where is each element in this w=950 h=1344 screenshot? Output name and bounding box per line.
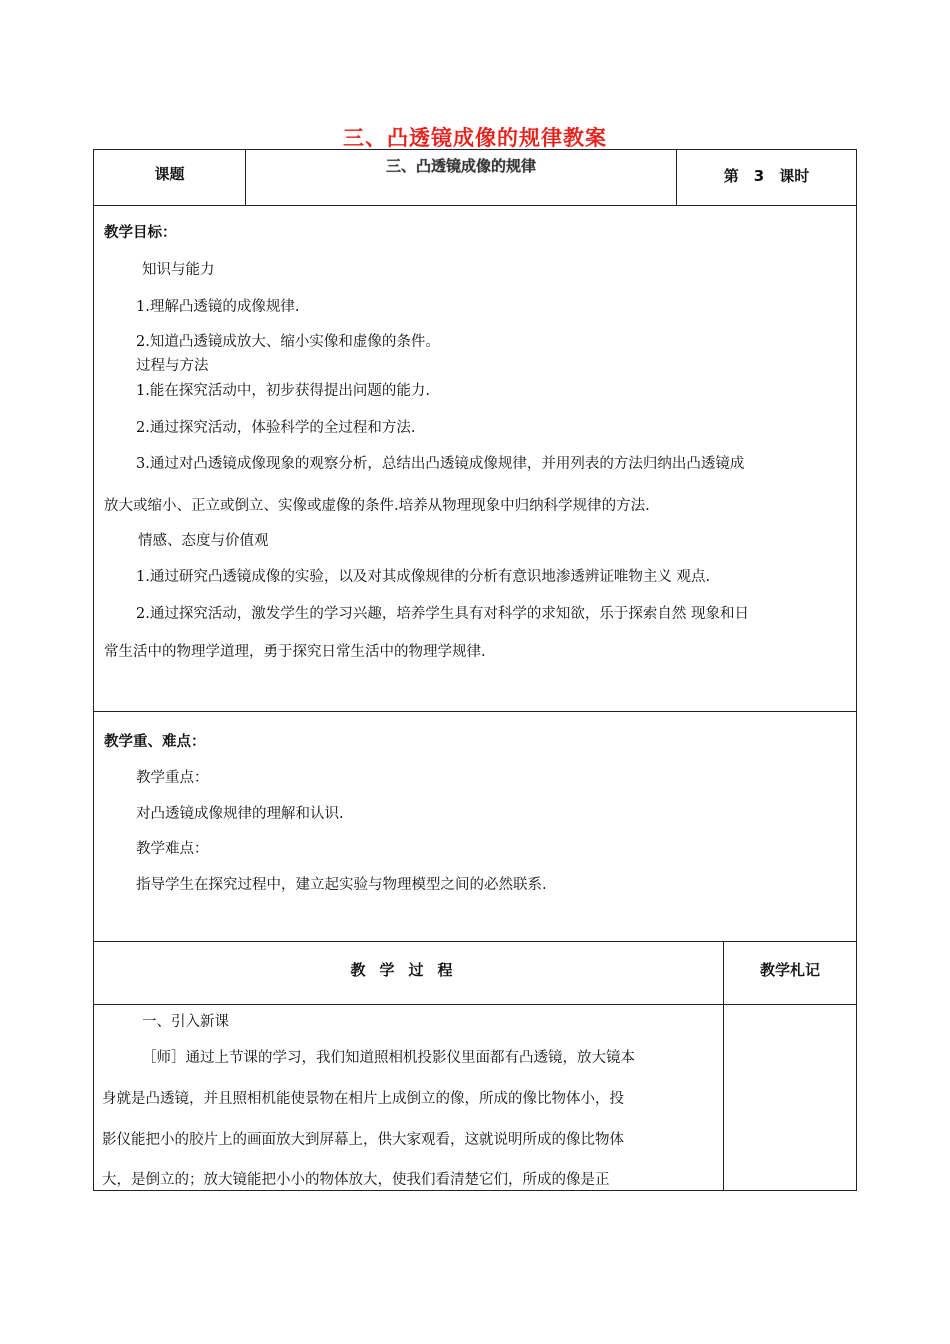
objective-line: 3.通过对凸透镜成像现象的观察分析，总结出凸透镜成像规律，并用列表的方法归纳出凸透镜成: [136, 456, 745, 472]
lesson-period: 第 3 课时: [723, 166, 810, 185]
notes-heading: 教学札记: [759, 960, 820, 979]
key-point-line: 教学重点：: [136, 770, 209, 786]
objective-line: 2.通过探究活动，激发学生的学习兴趣，培养学生具有对科学的求知欲，乐于探索自然 现象和日: [136, 606, 749, 622]
key-point-line: 指导学生在探究过程中，建立起实验与物理模型之间的必然联系.: [136, 877, 547, 893]
process-header-row: [93, 941, 857, 1005]
lesson-topic: 三、凸透镜成像的规律: [385, 156, 536, 175]
process-content: [93, 1004, 857, 1191]
subject-label: 课题: [154, 165, 185, 183]
process-heading: 教学过程: [350, 960, 467, 979]
header-row: [93, 149, 857, 206]
process-line: 身就是凸透镜，并且照相机能使景物在相片上成倒立的像，所成的像比物体小，投: [102, 1091, 624, 1107]
objectives-section: [93, 205, 857, 712]
key-points-section: [93, 711, 857, 942]
objective-line: 2.知道凸透镜成放大、缩小实像和虚像的条件。: [136, 334, 440, 350]
process-line: 一、引入新课: [142, 1014, 229, 1030]
objective-line: 过程与方法: [136, 358, 209, 374]
key-points-heading: 教学重、难点：: [104, 734, 206, 750]
objective-line: 2.通过探究活动，体验科学的全过程和方法.: [136, 420, 416, 436]
objective-line: 常生活中的物理学道理，勇于探究日常生活中的物理学规律.: [104, 644, 486, 660]
objective-line: 1.能在探究活动中，初步获得提出问题的能力.: [136, 383, 430, 399]
objectives-heading: 教学目标：: [104, 225, 177, 241]
objective-line: 1.理解凸透镜的成像规律.: [136, 299, 300, 315]
key-point-line: 教学难点：: [136, 841, 209, 857]
objective-line: 情感、态度与价值观: [138, 533, 269, 549]
objective-line: 1.通过研究凸透镜成像的实验，以及对其成像规律的分析有意识地渗透辨证唯物主义 观点.: [136, 569, 711, 585]
page-title: 三、凸透镜成像的规律教案: [343, 126, 607, 150]
objective-line: 放大或缩小、正立或倒立、实像或虚像的条件.培养从物理现象中归纳科学规律的方法.: [104, 498, 650, 514]
objective-line: 知识与能力: [142, 262, 215, 278]
process-line: 影仪能把小的胶片上的画面放大到屏幕上，供大家观看，这就说明所成的像比物体: [102, 1132, 624, 1148]
process-line: 大，是倒立的；放大镜能把小小的物体放大，使我们看清楚它们，所成的像是正: [102, 1172, 610, 1188]
key-point-line: 对凸透镜成像规律的理解和认识.: [136, 806, 344, 822]
process-line: ［师］通过上节课的学习，我们知道照相机投影仪里面都有凸透镜，放大镜本: [142, 1050, 635, 1066]
